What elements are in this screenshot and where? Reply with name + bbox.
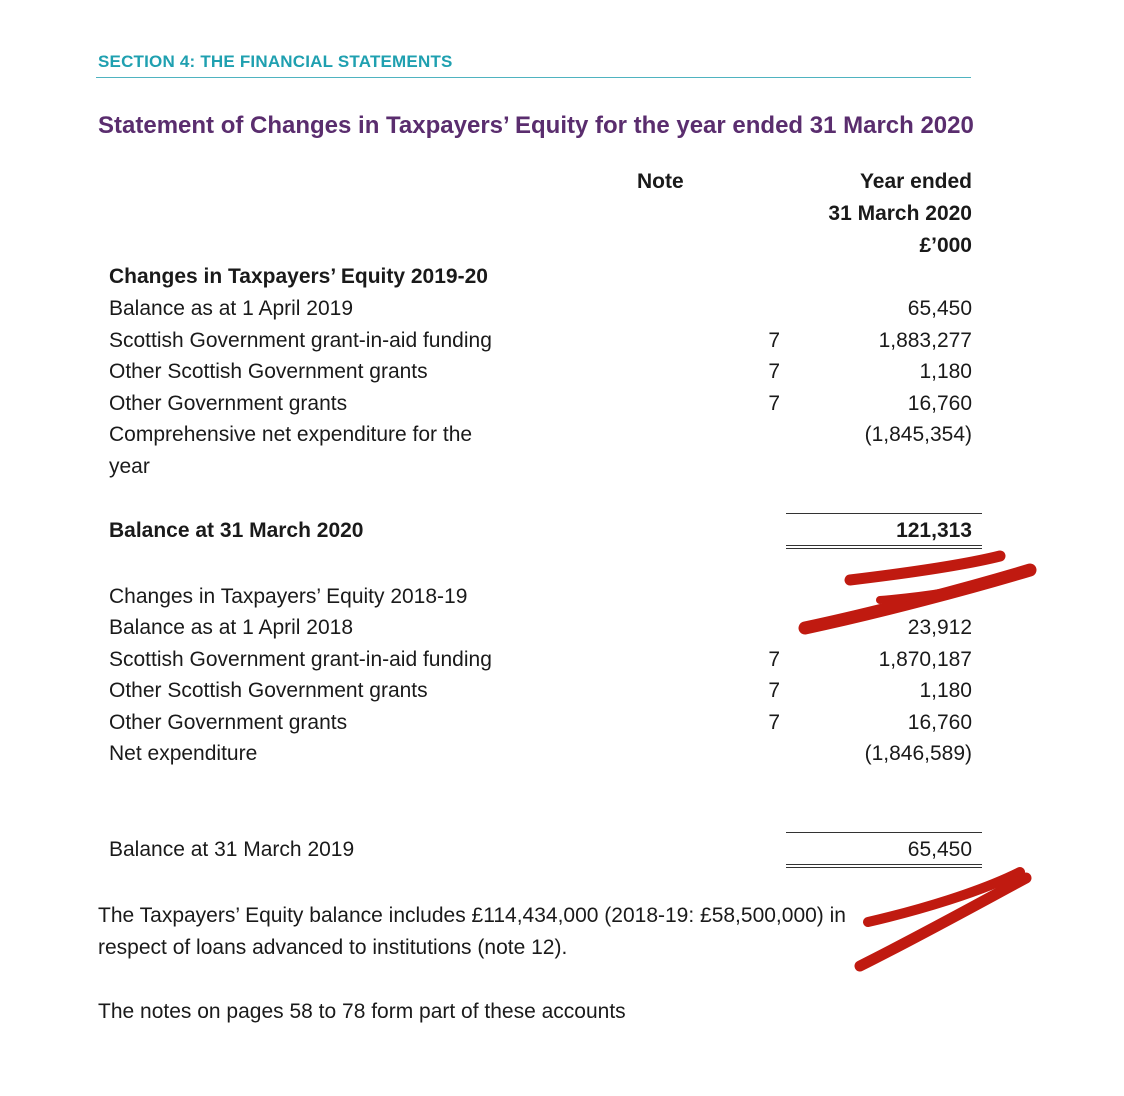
row-label: Comprehensive net expenditure for the bbox=[109, 423, 473, 446]
balance-amount: 65,450 bbox=[907, 838, 972, 861]
row-note: 7 bbox=[768, 648, 780, 671]
row-amount: 1,180 bbox=[919, 360, 972, 383]
row-amount: 65,450 bbox=[907, 297, 972, 320]
balance-label: Balance at 31 March 2019 bbox=[109, 838, 355, 861]
row-amount: 16,760 bbox=[907, 392, 972, 415]
red-scribble-mark bbox=[850, 556, 1000, 580]
row-amount: 1,883,277 bbox=[878, 329, 972, 352]
row-note: 7 bbox=[768, 360, 780, 383]
section-2018-19-heading: Changes in Taxpayers’ Equity 2018-19 bbox=[109, 585, 468, 608]
year-column-header-line1: Year ended bbox=[859, 170, 972, 193]
row-amount: 1,180 bbox=[919, 679, 972, 702]
row-amount: 23,912 bbox=[907, 616, 972, 639]
row-note: 7 bbox=[768, 679, 780, 702]
balance-label: Balance at 31 March 2020 bbox=[109, 519, 364, 542]
row-amount: (1,845,354) bbox=[864, 423, 972, 446]
unit-column-header: £’000 bbox=[919, 234, 972, 257]
row-label: Other Government grants bbox=[109, 711, 348, 734]
notes-reference: The notes on pages 58 to 78 form part of these accounts bbox=[98, 1000, 626, 1023]
row-label: Scottish Government grant-in-aid funding bbox=[109, 329, 492, 352]
row-amount: (1,846,589) bbox=[864, 742, 972, 765]
row-note: 7 bbox=[768, 329, 780, 352]
row-label: Other Scottish Government grants bbox=[109, 679, 428, 702]
row-label: Balance as at 1 April 2019 bbox=[109, 297, 354, 320]
row-amount: 16,760 bbox=[907, 711, 972, 734]
footnote-line1: The Taxpayers’ Equity balance includes £114,434,000 (2018-19: £58,500,000) in bbox=[98, 904, 846, 927]
row-label: Balance as at 1 April 2018 bbox=[109, 616, 354, 639]
row-note: 7 bbox=[768, 711, 780, 734]
year-column-header-line2: 31 March 2020 bbox=[828, 202, 972, 225]
row-amount: 1,870,187 bbox=[878, 648, 972, 671]
footnote-line2: respect of loans advanced to institutions (note 12). bbox=[98, 936, 568, 959]
note-column-header: Note bbox=[637, 170, 684, 193]
row-label: Scottish Government grant-in-aid funding bbox=[109, 648, 492, 671]
row-label: Other Scottish Government grants bbox=[109, 360, 428, 383]
row-note: 7 bbox=[768, 392, 780, 415]
section-header: SECTION 4: THE FINANCIAL STATEMENTS bbox=[98, 52, 453, 71]
balance-amount: 121,313 bbox=[896, 519, 972, 542]
row-label-wrap: year bbox=[109, 455, 150, 478]
row-label: Net expenditure bbox=[109, 742, 258, 765]
section-2019-20-heading: Changes in Taxpayers’ Equity 2019-20 bbox=[109, 265, 488, 288]
row-label: Other Government grants bbox=[109, 392, 348, 415]
page-title: Statement of Changes in Taxpayers’ Equity for the year ended 31 March 2020 bbox=[98, 112, 974, 139]
